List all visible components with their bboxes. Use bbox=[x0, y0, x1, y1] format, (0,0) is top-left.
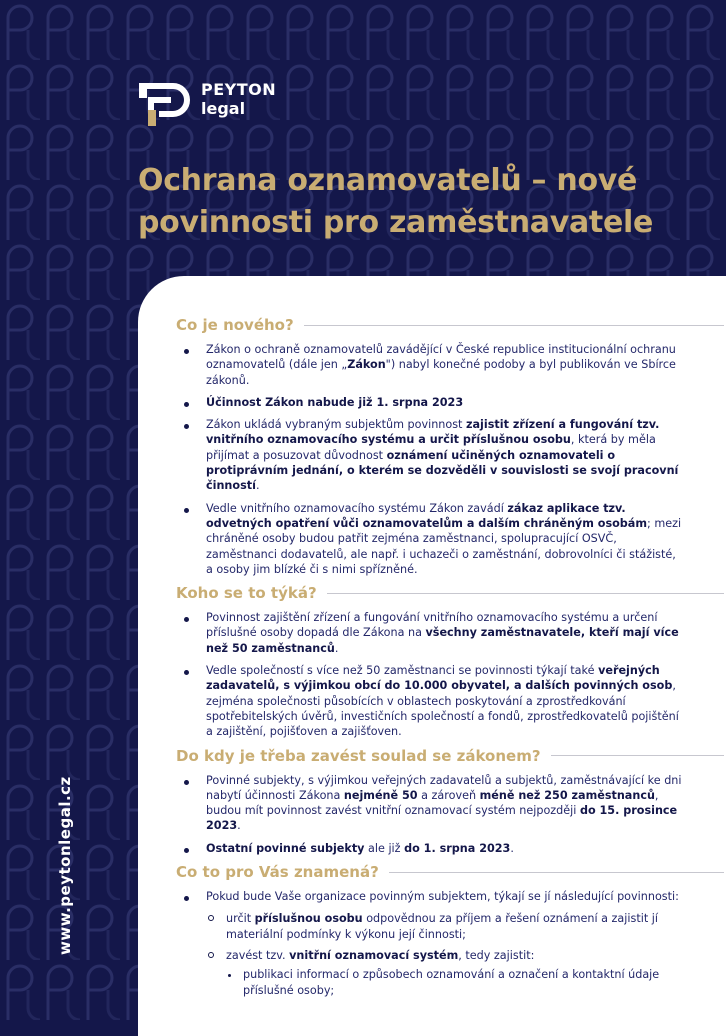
list-item bbox=[176, 663, 684, 739]
text: Pokud bude Vaše organizace povinným subjektem, týkají se jí následující povinnosti: bbox=[206, 890, 679, 904]
bold-text: Ostatní povinné subjekty bbox=[206, 841, 365, 855]
list-item bbox=[176, 841, 684, 856]
text: , tedy zajistit: bbox=[458, 948, 535, 962]
bold-text: Účinnost Zákon nabude již 1. srpna 2023 bbox=[206, 395, 464, 409]
website-url[interactable]: www.peytonlegal.cz bbox=[56, 776, 74, 955]
text: a zároveň bbox=[417, 788, 480, 802]
section-koho-se-to-tyka bbox=[176, 584, 724, 739]
bold-text: zákaz aplikace tzv. odvetných opatření vůči oznamovatelům a dalším chráněným osobám bbox=[206, 501, 648, 530]
section-heading: Koho se to týká? bbox=[176, 584, 317, 603]
text: Vedle společností s více než 50 zaměstnanci se povinnosti týkají také bbox=[206, 664, 599, 678]
section-heading: Do kdy je třeba zavést soulad se zákonem? bbox=[176, 746, 541, 765]
text: , zejména společnosti působících v oblastech poskytování a zprostředkování spotřebitelských úvěrů, investičních společností a fondů, zprostředkovatelů pojištění a zajištění, pojišťoven a zajišťoven. bbox=[206, 679, 679, 739]
text: zavést tzv. bbox=[226, 948, 290, 962]
section-do-kdy bbox=[176, 747, 724, 856]
sub-sub-list-item bbox=[226, 967, 663, 998]
text: . bbox=[237, 819, 241, 833]
section-divider bbox=[304, 325, 724, 326]
logo-name-line2: legal bbox=[201, 99, 246, 118]
text: ") nabyl konečné podoby a byl publikován ve Sbírce zákonů. bbox=[206, 358, 676, 387]
text: odpovědnou za příjem a řešení oznámení a zajistit jí materiální podmínky k výkonu její činnosti; bbox=[226, 912, 658, 941]
peyton-p-logo-icon bbox=[137, 80, 195, 126]
text: Vedle vnitřního oznamovacího systému Zákon zavádí bbox=[206, 501, 508, 515]
list-item bbox=[176, 342, 684, 388]
text: Zákon ukládá vybraným subjektům povinnost bbox=[206, 418, 466, 432]
bold-text: do 15. prosince 2023 bbox=[206, 804, 678, 833]
bold-text: všechny zaměstnavatele, kteří mají více než 50 zaměstnanců bbox=[206, 626, 679, 655]
logo-name-line1: PEYTON bbox=[201, 80, 277, 99]
page-title bbox=[138, 160, 718, 244]
text: . bbox=[255, 479, 260, 493]
peyton-logo bbox=[137, 80, 276, 126]
section-divider bbox=[551, 755, 724, 756]
section-divider bbox=[327, 593, 724, 594]
text: . bbox=[510, 841, 514, 855]
title-line1: Ochrana oznamovatelů – nové bbox=[138, 163, 638, 198]
bold-text: Zákon bbox=[347, 358, 386, 372]
bold-text: vnitřní oznamovací systém bbox=[289, 948, 459, 962]
sub-list-item bbox=[206, 948, 674, 998]
section-heading: Co to pro Vás znamená? bbox=[176, 863, 379, 882]
bold-text: příslušnou osobu bbox=[254, 912, 363, 926]
text: Zákon o ochraně oznamovatelů zavádějící v České republice institucionální ochranu oznamovatelů (dále jen „ bbox=[206, 343, 676, 372]
list-item bbox=[176, 610, 684, 656]
section-divider bbox=[389, 872, 724, 873]
bold-text: do 1. srpna 2023 bbox=[404, 841, 511, 855]
list-item bbox=[176, 773, 684, 834]
list-item bbox=[176, 889, 684, 998]
bold-text: nejméně 50 bbox=[343, 788, 418, 802]
text: , budou mít povinnost zavést vnitřní oznamovací systém nejpozději bbox=[206, 788, 659, 818]
bold-text: méně než 250 zaměstnanců bbox=[479, 788, 655, 802]
text: Povinnost zajištění zřízení a fungování vnitřního oznamovacího systému a určení příslušné osoby dopadá dle Zákona na bbox=[206, 611, 658, 640]
sub-list-item bbox=[206, 911, 674, 942]
title-line2: povinnosti pro zaměstnavatele bbox=[138, 205, 654, 240]
text: ale již bbox=[364, 841, 405, 855]
text: ; mezi chráněné osoby budou patřit zejména zaměstnanci, spolupracující OSVČ, zaměstnanci dodavatelů, ale např. i uchazeči o zaměstnání, dobrovolníci či stážisté, a osoby jim blízké či s nimi spřízněné. bbox=[206, 516, 682, 576]
list-item bbox=[176, 395, 684, 410]
text: publikaci informací o způsobech oznamování a označení a kontaktní údaje příslušné osoby; bbox=[243, 968, 660, 997]
list-item bbox=[176, 501, 684, 577]
section-co-to-znamena bbox=[176, 863, 724, 998]
text: Povinné subjekty, s výjimkou veřejných zadavatelů a subjektů, zaměstnávající ke dni nabytí účinnosti Zákona bbox=[206, 773, 682, 802]
list-item bbox=[176, 417, 684, 493]
section-heading: Co je nového? bbox=[176, 316, 294, 334]
bold-text: oznámení učiněných oznamovateli o protiprávním jednání, o kterém se dozvěděli v souvislosti se svojí pracovní činností bbox=[206, 448, 679, 493]
text: . bbox=[334, 641, 339, 655]
text: určit bbox=[226, 912, 255, 926]
content-card bbox=[138, 276, 726, 1036]
text: , která by měla přijímat a posuzovat důvodnost bbox=[206, 433, 656, 462]
section-co-je-noveho bbox=[176, 316, 724, 577]
bold-text: zajistit zřízení a fungování tzv. vnitřního oznamovacího systému a určit příslušnou osobu bbox=[206, 418, 660, 447]
bold-text: veřejných zadavatelů, s výjimkou obcí do 10.000 obyvatel, a dalších povinných osob bbox=[206, 664, 673, 693]
